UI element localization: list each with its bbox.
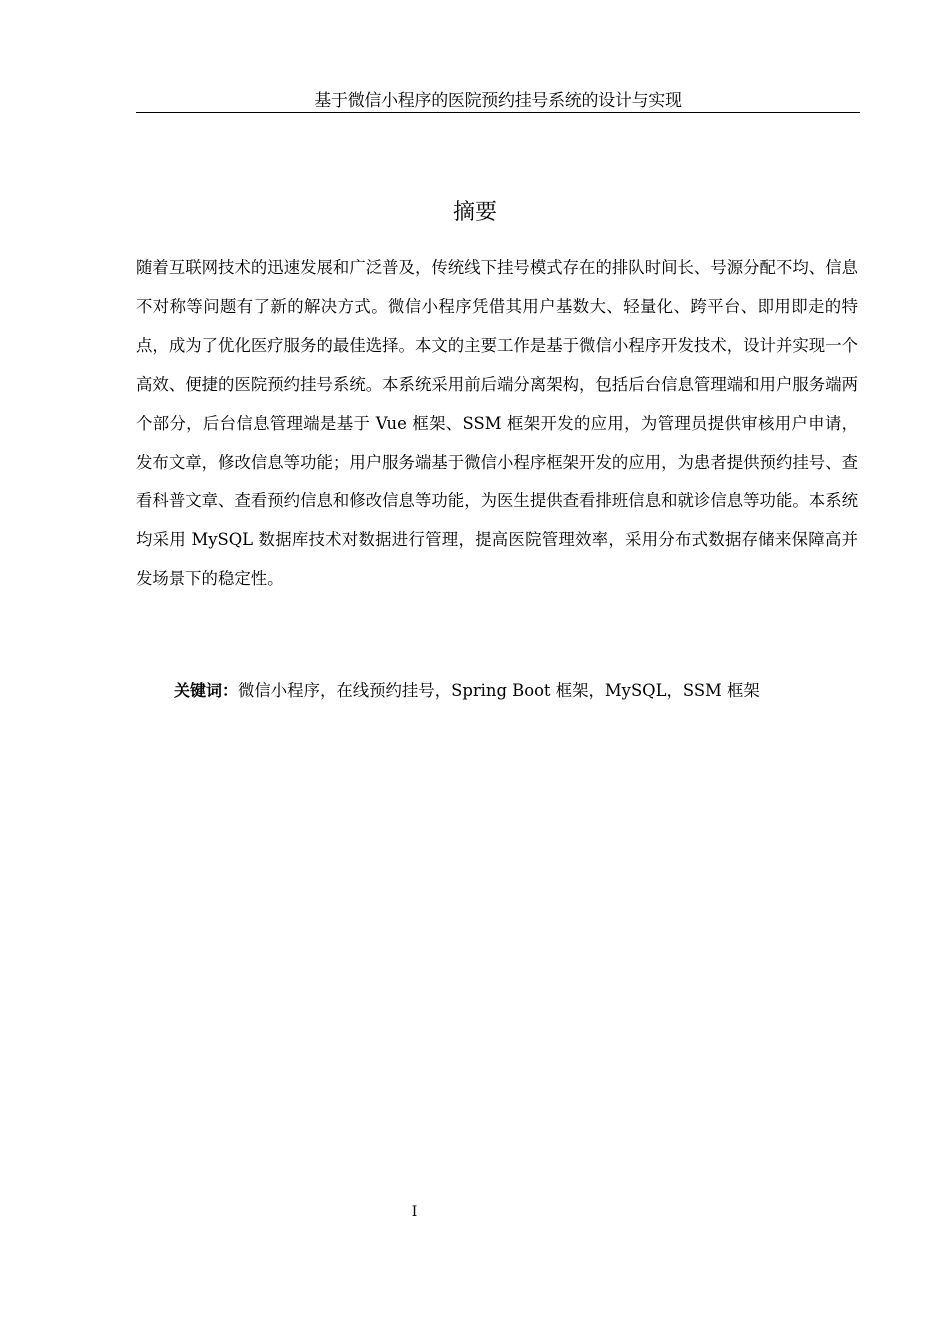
keywords-line (174, 676, 858, 706)
running-header (136, 90, 860, 113)
abstract-title: 摘要 (452, 200, 497, 225)
running-header-title: 基于微信小程序的医院预约挂号系统的设计与实现 (314, 91, 682, 111)
abstract-body: 随着互联网技术的迅速发展和广泛普及，传统线下挂号模式存在的排队时间长、号源分配不均、信息不对称等问题有了新的解决方式。微信小程序凭借其用户基数大、轻量化、跨平台、即用即走的特点，成为了优化医疗服务的最佳选择。本文的主要工作是基于微信小程序开发技术，设计并实现一个高效、便捷的医院预约挂号系统。本系统采用前后端分离架构，包括后台信息管理端和用户服务端两个部分，后台信息管理端是基于 Vue 框架、SSM 框架开发的应用，为管理员提供审核用户申请，发布文章，修改信息等功能；用户服务端基于微信小程序框架开发的应用，为患者提供预约挂号、查看科普文章、查看预约信息和修改信息等功能，为医生提供查看排班信息和就诊信息等功能。本系统均采用 MySQL 数据库技术对数据进行管理，提高医院管理效率，采用分布式数据存储来保障高并发场景下的稳定性。 (136, 258, 858, 589)
keywords-label: 关键词： (174, 681, 239, 700)
keywords-value: 微信小程序，在线预约挂号，Spring Boot 框架，MySQL，SSM 框架 (238, 681, 760, 700)
page-number: I (411, 1204, 418, 1220)
